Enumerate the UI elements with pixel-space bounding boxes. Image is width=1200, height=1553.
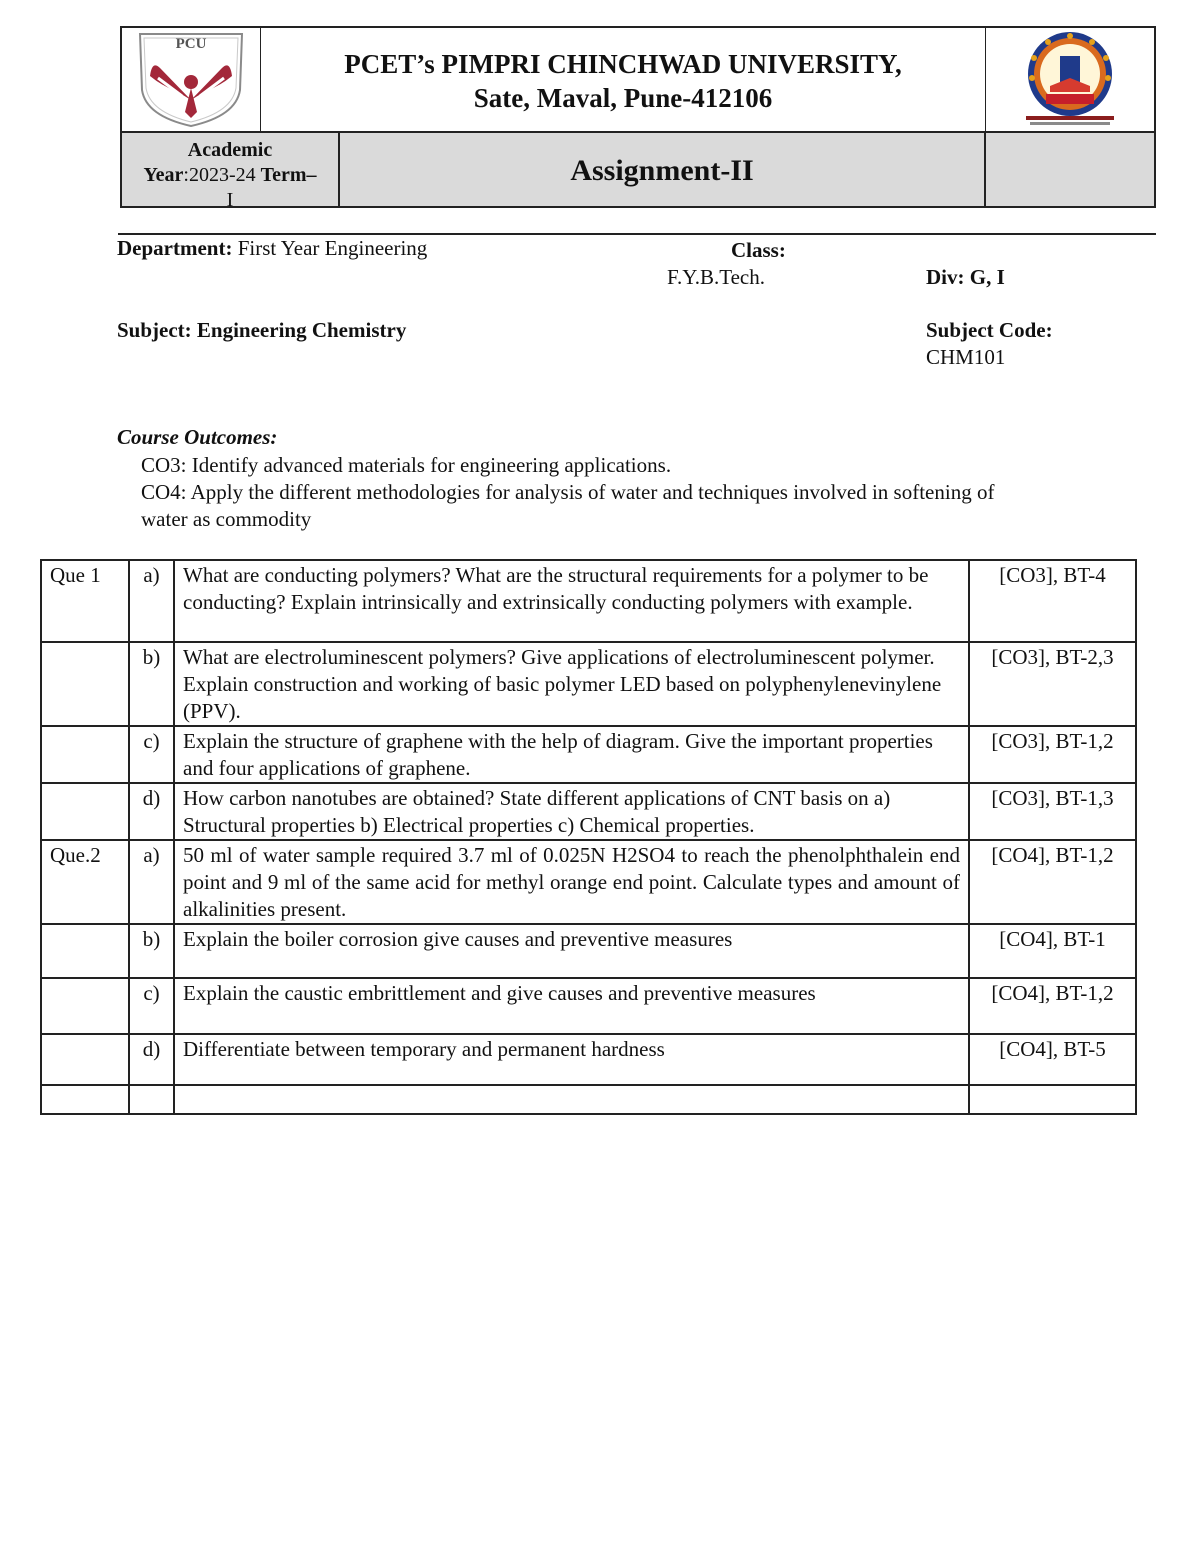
question-text: How carbon nanotubes are obtained? State different applications of CNT basis on a) Structural properties b) Electrical properties c) Chemical properties. — [174, 783, 969, 840]
university-address: Sate, Maval, Pune-412106 — [473, 83, 773, 113]
table-row-empty — [41, 1085, 1136, 1114]
table-row — [41, 726, 1136, 783]
outcome-tag: [CO3], BT-4 — [969, 560, 1136, 642]
division: Div: G, I — [926, 265, 1005, 289]
assignment-title: Assignment-II — [340, 133, 986, 206]
subject-code-label: Subject Code: — [926, 318, 1053, 342]
sub-question-label: a) — [129, 840, 174, 924]
sub-question-label: b) — [129, 642, 174, 726]
sub-question-label: d) — [129, 1034, 174, 1085]
question-number — [41, 726, 129, 783]
course-outcome-co4-line2: water as commodity — [141, 507, 312, 531]
question-number: Que.2 — [41, 840, 129, 924]
question-number — [41, 642, 129, 726]
academic-label: Academic — [187, 139, 273, 161]
subject-code-value: CHM101 — [926, 345, 1006, 369]
outcome-tag: [CO4], BT-1,2 — [969, 978, 1136, 1034]
course-outcome-co3: CO3: Identify advanced materials for engineering applications. — [141, 453, 672, 477]
sub-question-label: c) — [129, 726, 174, 783]
university-logo-right — [985, 28, 1154, 131]
outcome-tag: [CO4], BT-5 — [969, 1034, 1136, 1085]
question-text: What are electroluminescent polymers? Give applications of electroluminescent polymer. Explain construction and working of basic polymer LED based on polyphenylenevinylene (PPV). — [174, 642, 969, 726]
table-row — [41, 560, 1136, 642]
question-text: Explain the caustic embrittlement and give causes and preventive measures — [174, 978, 969, 1034]
question-number — [41, 1034, 129, 1085]
table-row — [41, 783, 1136, 840]
department-label: Department: — [117, 236, 233, 260]
subject: Subject: Engineering Chemistry — [117, 318, 407, 342]
pcu-shield-icon — [122, 28, 260, 131]
table-row — [41, 1034, 1136, 1085]
academic-year-value: :2023-24 — [183, 164, 256, 186]
year-label: Year — [143, 164, 184, 186]
question-number — [41, 783, 129, 840]
question-text: Differentiate between temporary and permanent hardness — [174, 1034, 969, 1085]
university-title — [260, 28, 986, 131]
course-outcome-co4-line1: CO4: Apply the different methodologies for analysis of water and techniques involved in softening of — [141, 480, 995, 504]
logo-pcu-text: PCU — [175, 36, 207, 52]
question-text: Explain the structure of graphene with the help of diagram. Give the important properties and four applications of graphene. — [174, 726, 969, 783]
term-value: I — [226, 189, 234, 211]
university-seal-icon — [986, 28, 1154, 131]
outcome-tag: [CO3], BT-1,2 — [969, 726, 1136, 783]
course-outcomes-title: Course Outcomes: — [117, 425, 278, 449]
term-label: Term– — [260, 164, 317, 186]
outcome-tag: [CO3], BT-2,3 — [969, 642, 1136, 726]
sub-question-label: b) — [129, 924, 174, 978]
question-text: What are conducting polymers? What are the structural requirements for a polymer to be conducting? Explain intrinsically and extrinsically conducting polymers with example. — [174, 560, 969, 642]
question-text: Explain the boiler corrosion give causes and preventive measures — [174, 924, 969, 978]
document-header — [120, 26, 1156, 211]
sub-question-label: d) — [129, 783, 174, 840]
outcome-tag: [CO4], BT-1,2 — [969, 840, 1136, 924]
university-logo-left — [122, 28, 261, 131]
question-number — [41, 924, 129, 978]
question-number: Que 1 — [41, 560, 129, 642]
department — [117, 235, 427, 262]
sub-question-label: c) — [129, 978, 174, 1034]
class-value: F.Y.B.Tech. — [667, 265, 765, 289]
table-row — [41, 978, 1136, 1034]
academic-year-cell — [122, 133, 340, 211]
header-info-row — [122, 131, 1154, 211]
table-row — [41, 840, 1136, 924]
questions-table — [40, 559, 1137, 1115]
outcome-tag: [CO4], BT-1 — [969, 924, 1136, 978]
class-label: Class: — [731, 238, 786, 262]
university-name: PCET’s PIMPRI CHINCHWAD UNIVERSITY, — [344, 49, 902, 79]
question-number — [41, 978, 129, 1034]
question-text: 50 ml of water sample required 3.7 ml of 0.025N H2SO4 to reach the phenolphthalein end point and 9 ml of the same acid for methyl orange end point. Calculate types and amount of alkalinities present. — [174, 840, 969, 924]
outcome-tag: [CO3], BT-1,3 — [969, 783, 1136, 840]
table-row — [41, 924, 1136, 978]
department-value: First Year Engineering — [237, 236, 428, 260]
sub-question-label: a) — [129, 560, 174, 642]
table-row — [41, 642, 1136, 726]
